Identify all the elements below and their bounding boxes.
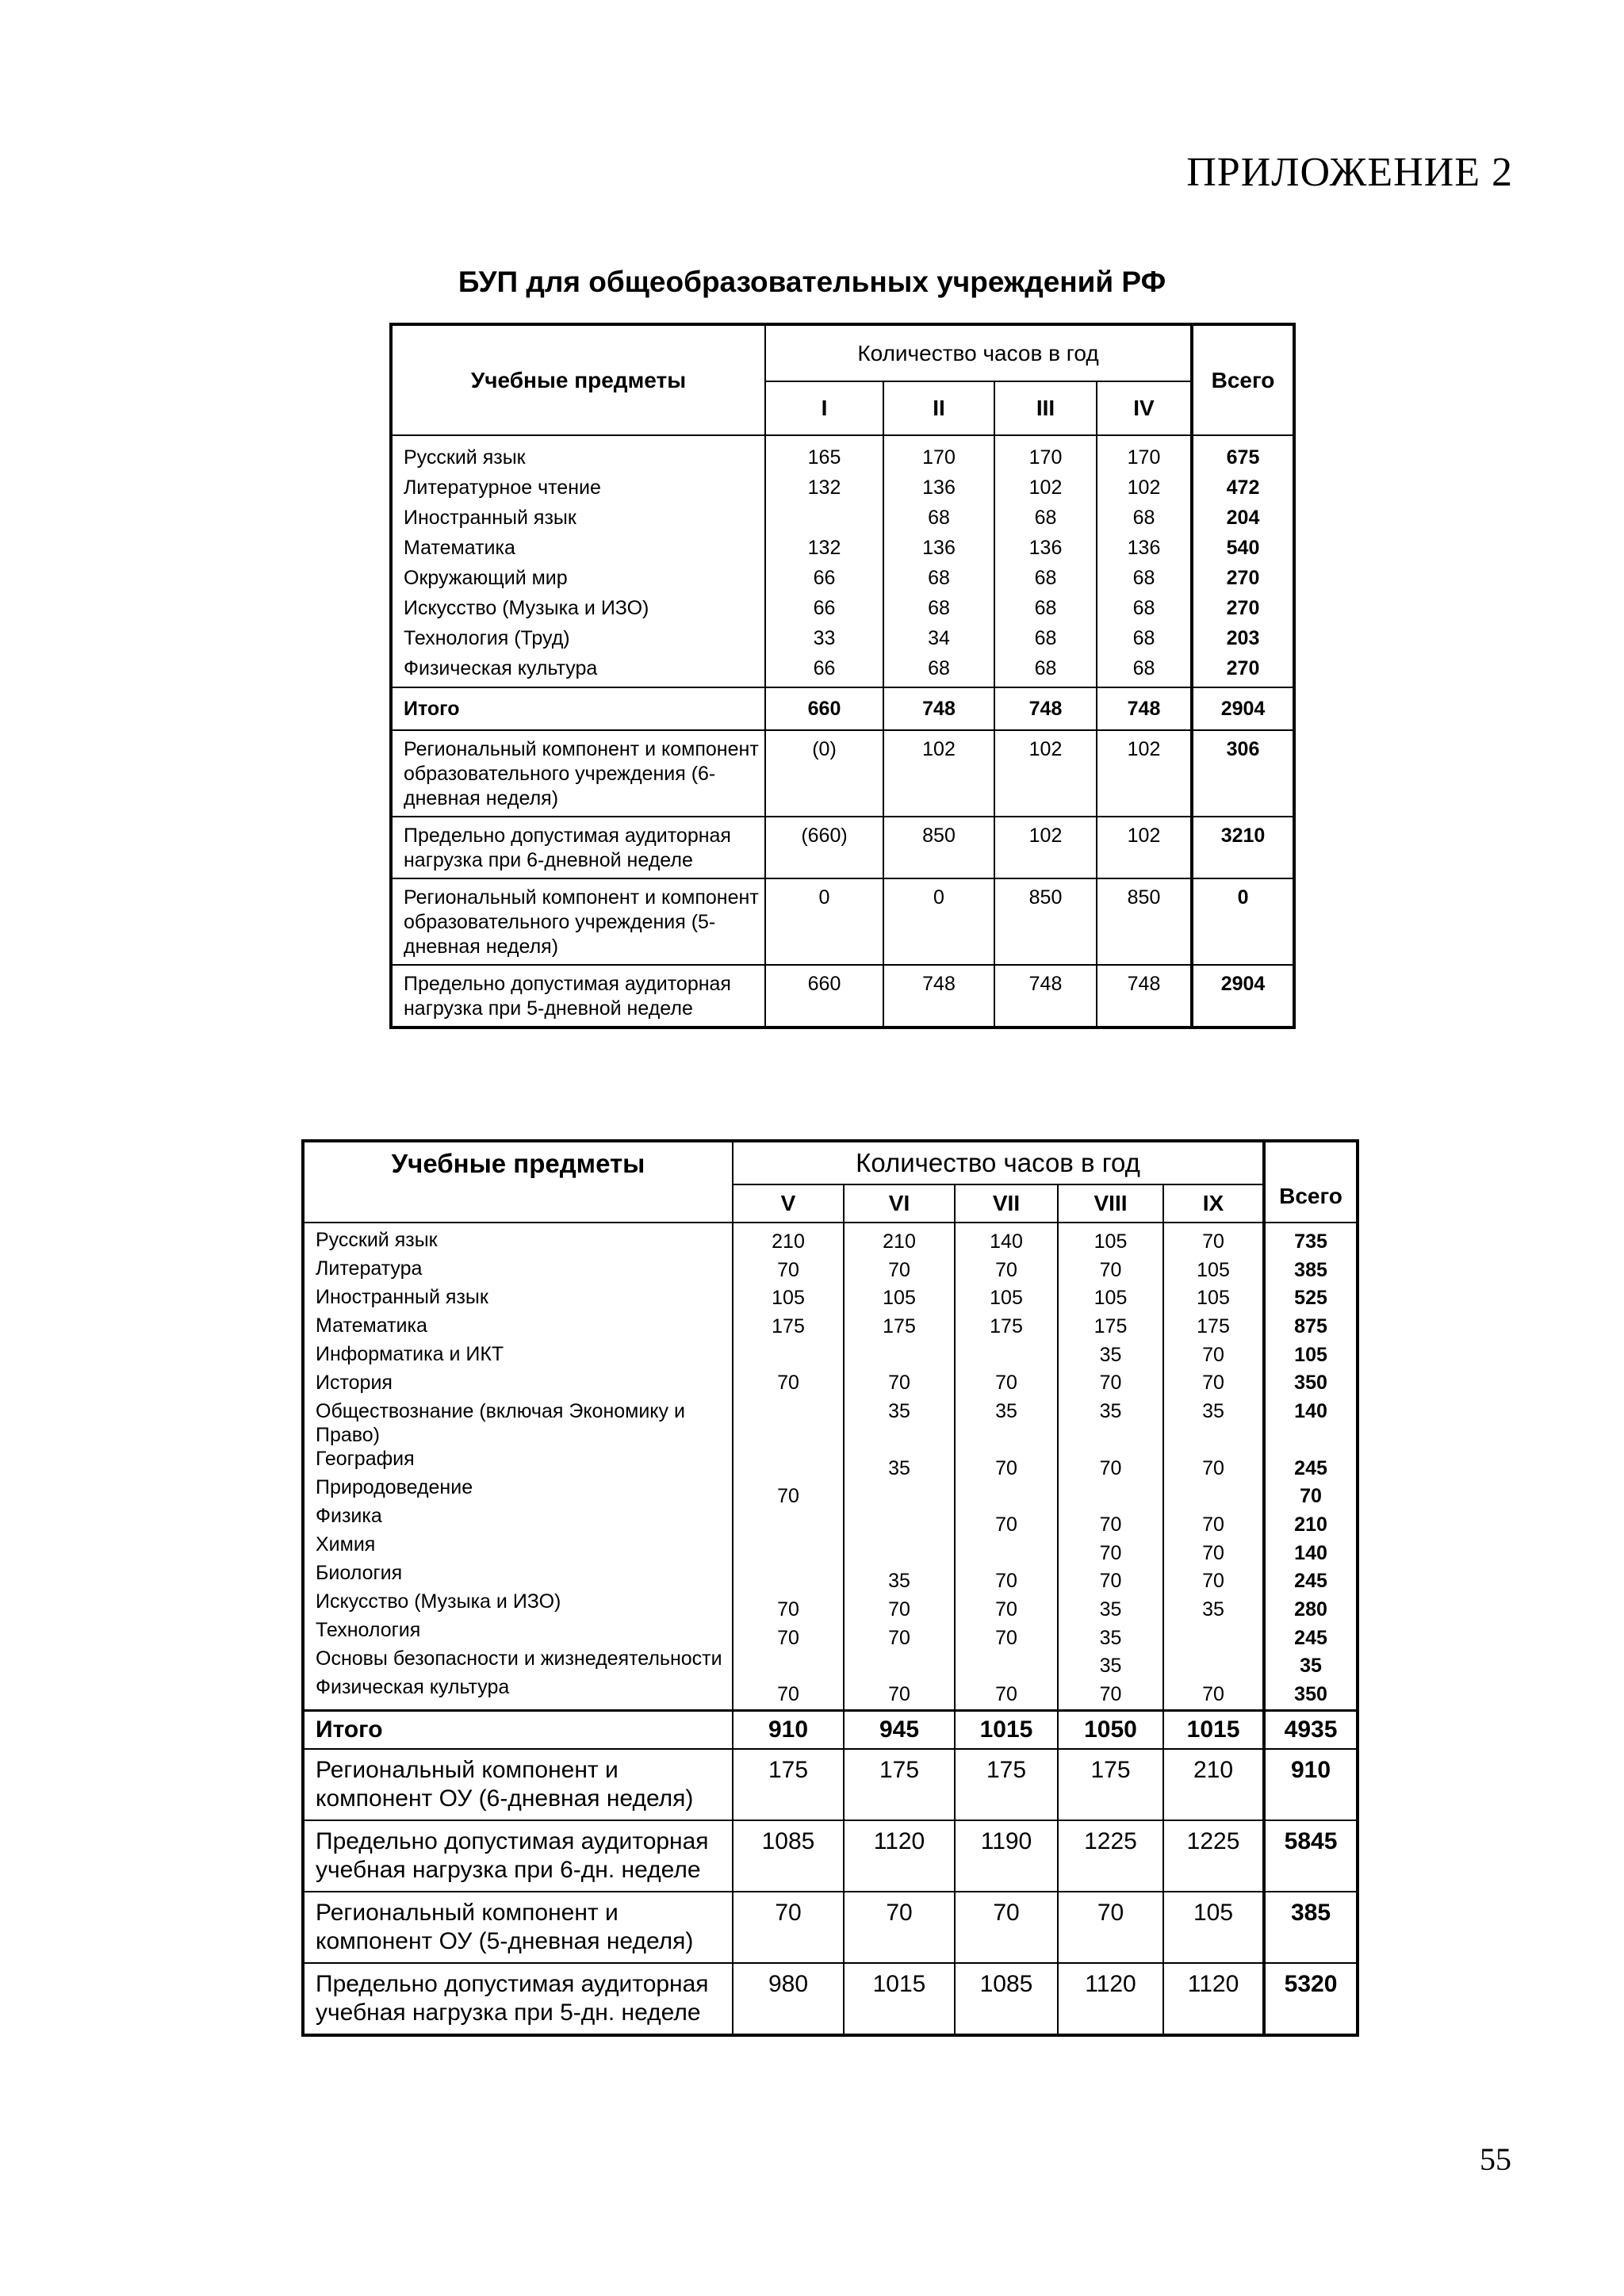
grade-header: VIII: [1058, 1184, 1163, 1223]
value-item: 175: [1197, 1315, 1230, 1338]
value-item: [733, 1567, 843, 1596]
value-item: 70: [777, 1626, 799, 1649]
total-cell: 270: [1192, 563, 1294, 593]
value-item: 70: [777, 1372, 799, 1395]
total-header: Всего: [1192, 324, 1294, 435]
subject-cell: Региональный компонент и компонент образовательного учреждения (6-дневная неделя): [391, 730, 765, 817]
value-item: 105: [1094, 1287, 1128, 1310]
value-cell: 68: [883, 593, 994, 623]
value-cell: 102: [994, 473, 1097, 503]
table-row: [391, 623, 1294, 653]
value-cell: 660: [765, 687, 883, 730]
total-cell: 3210: [1192, 817, 1294, 878]
value-item: 105: [883, 1287, 916, 1310]
value-item: 70: [995, 1456, 1017, 1479]
value-item: 175: [772, 1315, 805, 1338]
table-row: [391, 533, 1294, 563]
value-item: [733, 1426, 843, 1455]
total-cell: 540: [1192, 533, 1294, 563]
value-item: 105: [990, 1287, 1023, 1310]
value-cell: 1120: [1163, 1963, 1264, 2035]
value-item: 105: [1197, 1287, 1230, 1310]
value-item: [733, 1652, 843, 1681]
value-cell: 660: [765, 965, 883, 1027]
value-item: [956, 1652, 1057, 1681]
total-item: 245: [1294, 1626, 1327, 1649]
subject-item: Искусство (Музыка и ИЗО): [316, 1590, 561, 1613]
table-row: [391, 817, 1294, 878]
value-item: [845, 1483, 954, 1511]
table-row: [303, 1820, 1358, 1892]
value-cell: (0): [765, 730, 883, 817]
subject-item: Химия: [316, 1533, 376, 1556]
table-row: [391, 473, 1294, 503]
value-item: [1164, 1483, 1262, 1511]
curriculum-table-primary: [389, 323, 1296, 1029]
total-cell: 5320: [1264, 1963, 1358, 2035]
value-cell: 136: [994, 533, 1097, 563]
value-item: 70: [777, 1485, 799, 1508]
value-cell: 748: [1097, 965, 1192, 1027]
value-cell: 1050: [1058, 1710, 1163, 1749]
grade-values-column: [1058, 1223, 1163, 1710]
value-cell: 105: [1163, 1892, 1264, 1963]
value-cell: (660): [765, 817, 883, 878]
value-item: [1164, 1426, 1262, 1455]
value-item: [956, 1426, 1057, 1455]
value-cell: 66: [765, 563, 883, 593]
subject-item: Биология: [316, 1562, 403, 1584]
table-row: [303, 1892, 1358, 1963]
value-item: [1059, 1426, 1162, 1455]
subject-item: Информатика и ИКТ: [316, 1343, 504, 1365]
subject-item: Физика: [316, 1505, 382, 1527]
total-item: 70: [1300, 1485, 1322, 1508]
grade-header: VII: [955, 1184, 1058, 1223]
value-cell: 68: [994, 503, 1097, 533]
grade-header: I: [765, 381, 883, 435]
grade-values-column: [955, 1223, 1058, 1710]
total-cell: 270: [1192, 653, 1294, 687]
subject-cell: Искусство (Музыка и ИЗО): [391, 593, 765, 623]
value-item: [733, 1455, 843, 1483]
value-cell: 210: [1163, 1749, 1264, 1820]
total-cell: 5845: [1264, 1820, 1358, 1892]
subject-cell: Региональный компонент и компонент образовательного учреждения (5-дневная неделя): [391, 878, 765, 965]
grade-header: II: [883, 381, 994, 435]
subject-cell: Иностранный язык: [391, 503, 765, 533]
value-cell: 68: [1097, 623, 1192, 653]
table-row: [303, 1963, 1358, 2035]
value-item: [845, 1341, 954, 1370]
total-cell: 0: [1192, 878, 1294, 965]
value-cell: 102: [883, 730, 994, 817]
total-header: Всего: [1264, 1141, 1358, 1223]
value-item: 35: [888, 1400, 910, 1423]
value-item: 105: [772, 1287, 805, 1310]
value-item: [956, 1483, 1057, 1511]
value-item: [733, 1540, 843, 1568]
subject-item: Литература: [316, 1257, 423, 1280]
value-cell: 68: [994, 653, 1097, 687]
subject-item: Основы безопасности и жизнедеятельности: [316, 1647, 722, 1670]
page-number: 55: [1480, 2141, 1511, 2177]
value-cell: 1085: [733, 1820, 844, 1892]
subject-item: Русский язык: [316, 1229, 438, 1251]
subject-cell: Литературное чтение: [391, 473, 765, 503]
value-cell: 1015: [1163, 1710, 1264, 1749]
subject-item: Физическая культура: [316, 1676, 510, 1698]
value-item: 70: [1202, 1343, 1224, 1366]
grade-values-column: [1163, 1223, 1264, 1710]
total-cell: 4935: [1264, 1710, 1358, 1749]
value-cell: 0: [765, 878, 883, 965]
subject-item: Иностранный язык: [316, 1286, 488, 1308]
value-item: 70: [995, 1570, 1017, 1593]
value-item: 210: [772, 1230, 805, 1253]
value-cell: 102: [1097, 817, 1192, 878]
value-cell: 175: [733, 1749, 844, 1820]
value-cell: 748: [1097, 687, 1192, 730]
total-item: 350: [1294, 1683, 1327, 1705]
value-item: 70: [1099, 1258, 1122, 1281]
value-cell: 68: [1097, 563, 1192, 593]
value-item: 70: [888, 1598, 910, 1621]
value-cell: 102: [994, 730, 1097, 817]
value-item: 175: [990, 1315, 1023, 1338]
value-cell: 748: [994, 687, 1097, 730]
value-item: 70: [995, 1372, 1017, 1395]
table-row: [391, 435, 1294, 473]
value-cell: 136: [1097, 533, 1192, 563]
value-item: 70: [1099, 1513, 1122, 1536]
subject-cell: Итого: [391, 687, 765, 730]
total-item: 280: [1294, 1598, 1327, 1621]
value-cell: 170: [1097, 435, 1192, 473]
grade-header: IX: [1163, 1184, 1264, 1223]
value-cell: 68: [994, 563, 1097, 593]
total-item: 385: [1294, 1258, 1327, 1281]
value-item: 70: [1202, 1230, 1224, 1253]
value-item: 70: [1099, 1456, 1122, 1479]
value-item: 35: [1099, 1598, 1122, 1621]
value-item: 70: [995, 1258, 1017, 1281]
value-item: 35: [1099, 1655, 1122, 1678]
subject-cell: Предельно допустимая аудиторная учебная нагрузка при 5-дн. неделе: [303, 1963, 733, 2035]
value-cell: 102: [994, 817, 1097, 878]
value-item: 70: [888, 1372, 910, 1395]
value-cell: 70: [1058, 1892, 1163, 1963]
total-cell: 472: [1192, 473, 1294, 503]
subject-cell: Предельно допустимая аудиторная нагрузка при 6-дневной неделе: [391, 817, 765, 878]
value-item: 70: [777, 1598, 799, 1621]
table-row: [391, 878, 1294, 965]
value-cell: 910: [733, 1710, 844, 1749]
total-item: 875: [1294, 1315, 1327, 1338]
value-cell: 34: [883, 623, 994, 653]
value-item: 70: [777, 1258, 799, 1281]
subjects-header: Учебные предметы: [303, 1141, 733, 1223]
value-cell: 1120: [844, 1820, 955, 1892]
value-cell: 68: [883, 653, 994, 687]
value-item: [956, 1341, 1057, 1370]
document-title: БУП для общеобразовательных учреждений РФ: [458, 266, 1166, 298]
value-cell: 170: [994, 435, 1097, 473]
value-item: 70: [888, 1683, 910, 1705]
value-item: 210: [883, 1230, 916, 1253]
total-item: 525: [1294, 1287, 1327, 1310]
value-item: 105: [1094, 1230, 1128, 1253]
total-cell: 2904: [1192, 965, 1294, 1027]
subject-item: География: [316, 1448, 415, 1470]
subjects-header: Учебные предметы: [391, 324, 765, 435]
value-cell: 70: [955, 1892, 1058, 1963]
value-cell: 980: [733, 1963, 844, 2035]
total-item: 350: [1294, 1372, 1327, 1395]
grade-header: V: [733, 1184, 844, 1223]
value-item: 70: [995, 1513, 1017, 1536]
subject-item: Природоведение: [316, 1476, 473, 1498]
value-cell: 1015: [955, 1710, 1058, 1749]
value-item: 70: [1099, 1372, 1122, 1395]
value-item: 70: [995, 1598, 1017, 1621]
value-item: [733, 1341, 843, 1370]
value-item: [845, 1652, 954, 1681]
value-cell: 175: [844, 1749, 955, 1820]
subject-cell: Физическая культура: [391, 653, 765, 687]
value-cell: 945: [844, 1710, 955, 1749]
value-cell: 170: [883, 435, 994, 473]
value-item: 35: [888, 1570, 910, 1593]
value-item: 70: [995, 1626, 1017, 1649]
table-row: [391, 653, 1294, 687]
total-item: 140: [1294, 1400, 1327, 1423]
total-item: [1266, 1426, 1356, 1455]
value-cell: 68: [1097, 653, 1192, 687]
value-item: 70: [888, 1258, 910, 1281]
value-cell: 102: [1097, 473, 1192, 503]
subject-cell: Математика: [391, 533, 765, 563]
subject-cell: Предельно допустимая аудиторная учебная нагрузка при 6-дн. неделе: [303, 1820, 733, 1892]
table-row: [391, 593, 1294, 623]
table-row: [303, 1749, 1358, 1820]
grade-header: VI: [844, 1184, 955, 1223]
total-item: 140: [1294, 1541, 1327, 1564]
value-item: [1164, 1652, 1262, 1681]
value-item: 35: [1099, 1343, 1122, 1366]
hours-per-year-header: Количество часов в год: [765, 324, 1192, 381]
value-cell: 748: [883, 687, 994, 730]
value-item: [845, 1426, 954, 1455]
value-cell: 1225: [1163, 1820, 1264, 1892]
subjects-list: [303, 1223, 733, 1710]
value-cell: 850: [994, 878, 1097, 965]
value-item: 35: [1202, 1598, 1224, 1621]
total-item: 35: [1300, 1655, 1322, 1678]
value-cell: 175: [1058, 1749, 1163, 1820]
subject-cell: Окружающий мир: [391, 563, 765, 593]
value-cell: 1085: [955, 1963, 1058, 2035]
value-item: 70: [1099, 1570, 1122, 1593]
grade-header: III: [994, 381, 1097, 435]
value-item: 70: [1202, 1456, 1224, 1479]
grade-values-column: [844, 1223, 955, 1710]
value-cell: 70: [733, 1892, 844, 1963]
value-cell: 748: [994, 965, 1097, 1027]
subject-cell: Региональный компонент и компонент ОУ (6-дневная неделя): [303, 1749, 733, 1820]
total-cell: 204: [1192, 503, 1294, 533]
grade-header: IV: [1097, 381, 1192, 435]
value-cell: 0: [883, 878, 994, 965]
total-values-column: [1264, 1223, 1358, 1710]
value-cell: 132: [765, 533, 883, 563]
value-item: 70: [995, 1683, 1017, 1705]
value-cell: 136: [883, 473, 994, 503]
value-cell: 68: [1097, 503, 1192, 533]
value-item: 35: [995, 1400, 1017, 1423]
value-item: 35: [1099, 1626, 1122, 1649]
value-item: [733, 1511, 843, 1540]
value-item: [1164, 1624, 1262, 1653]
subject-cell: Предельно допустимая аудиторная нагрузка при 5-дневной неделе: [391, 965, 765, 1027]
value-cell: 68: [883, 503, 994, 533]
value-item: 175: [883, 1315, 916, 1338]
value-cell: 850: [1097, 878, 1192, 965]
total-item: 245: [1294, 1456, 1327, 1479]
value-cell: 102: [1097, 730, 1192, 817]
total-item: 735: [1294, 1230, 1327, 1253]
value-cell: 748: [883, 965, 994, 1027]
value-item: 70: [1202, 1372, 1224, 1395]
value-item: 105: [1197, 1258, 1230, 1281]
subject-item: Технология: [316, 1619, 421, 1641]
value-cell: 68: [994, 593, 1097, 623]
grade-values-column: [733, 1223, 844, 1710]
curriculum-table-secondary: [301, 1139, 1359, 2037]
value-cell: 66: [765, 653, 883, 687]
table-row: [391, 965, 1294, 1027]
total-item: 245: [1294, 1570, 1327, 1593]
value-cell: 132: [765, 473, 883, 503]
value-item: [845, 1511, 954, 1540]
value-cell: 850: [883, 817, 994, 878]
value-cell: 68: [883, 563, 994, 593]
value-item: 70: [1202, 1513, 1224, 1536]
subject-item: Математика: [316, 1314, 427, 1337]
subject-cell: Русский язык: [391, 435, 765, 473]
hours-per-year-header: Количество часов в год: [733, 1141, 1264, 1184]
table-row: [303, 1223, 1358, 1710]
value-item: 70: [888, 1626, 910, 1649]
table-row: [391, 730, 1294, 817]
subject-item: История: [316, 1372, 393, 1394]
value-item: 35: [888, 1456, 910, 1479]
value-cell: 1120: [1058, 1963, 1163, 2035]
value-item: [956, 1540, 1057, 1568]
subject-cell: Итого: [303, 1710, 733, 1749]
total-cell: 270: [1192, 593, 1294, 623]
total-item: 105: [1294, 1343, 1327, 1366]
total-cell: 675: [1192, 435, 1294, 473]
total-cell: 385: [1264, 1892, 1358, 1963]
value-cell: 1190: [955, 1820, 1058, 1892]
value-item: 70: [1202, 1683, 1224, 1705]
subject-cell: Технология (Труд): [391, 623, 765, 653]
value-item: 140: [990, 1230, 1023, 1253]
value-item: 35: [1202, 1400, 1224, 1423]
total-cell: 910: [1264, 1749, 1358, 1820]
value-cell: 70: [844, 1892, 955, 1963]
value-cell: 66: [765, 593, 883, 623]
value-cell: 68: [994, 623, 1097, 653]
table-row: [391, 503, 1294, 533]
value-cell: 68: [1097, 593, 1192, 623]
value-item: 70: [1202, 1570, 1224, 1593]
value-item: [733, 1398, 843, 1426]
value-cell: 165: [765, 435, 883, 473]
value-cell: 33: [765, 623, 883, 653]
subject-item: Обществознание (включая Экономику и Право): [316, 1400, 685, 1446]
value-item: 175: [1094, 1315, 1128, 1338]
value-cell: 1015: [844, 1963, 955, 2035]
value-item: [845, 1540, 954, 1568]
total-cell: 203: [1192, 623, 1294, 653]
value-cell: 136: [883, 533, 994, 563]
subject-cell: Региональный компонент и компонент ОУ (5-дневная неделя): [303, 1892, 733, 1963]
value-item: 35: [1099, 1400, 1122, 1423]
value-cell: 1225: [1058, 1820, 1163, 1892]
appendix-label: ПРИЛОЖЕНИЕ 2: [1186, 150, 1513, 195]
table-row: [391, 563, 1294, 593]
value-cell: 175: [955, 1749, 1058, 1820]
itogo-row: [391, 687, 1294, 730]
value-item: [1059, 1483, 1162, 1511]
value-item: 70: [1202, 1541, 1224, 1564]
value-item: 70: [1099, 1683, 1122, 1705]
value-cell: [765, 503, 883, 533]
value-item: 70: [777, 1683, 799, 1705]
value-item: 70: [1099, 1541, 1122, 1564]
total-cell: 2904: [1192, 687, 1294, 730]
total-item: 210: [1294, 1513, 1327, 1536]
total-cell: 306: [1192, 730, 1294, 817]
itogo-row: [303, 1710, 1358, 1749]
